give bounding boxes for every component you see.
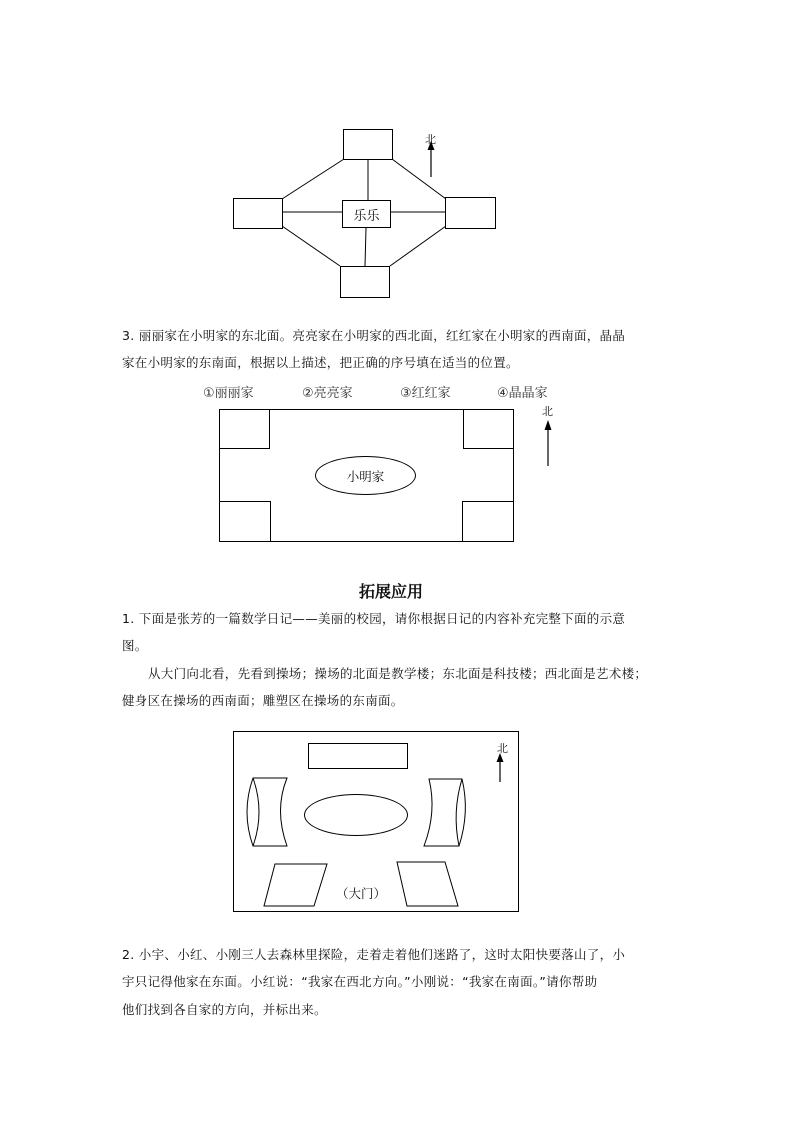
- ext2-line1: 2. 小宇、小红、小刚三人去森林里探险，走着走着他们迷路了，这时太阳快要落山了，小: [122, 947, 626, 962]
- ext1-line2: 图。: [122, 638, 148, 653]
- q3-option-1: ①丽丽家: [203, 386, 254, 401]
- ext1-north-label: 北: [497, 742, 508, 755]
- ext1-line4: 健身区在操场的西南面；雕塑区在操场的东南面。: [122, 693, 404, 708]
- diagram1-north-label: 北: [425, 133, 436, 146]
- ext1-gate-label: （大门）: [336, 886, 387, 901]
- q3-line2: 家在小明家的东南面，根据以上描述，把正确的序号填在适当的位置。: [122, 355, 519, 370]
- ext1-line1: 1. 下面是张芳的一篇数学日记——美丽的校园，请你根据日记的内容补充完整下面的示意: [122, 611, 626, 626]
- section-title: 拓展应用: [359, 582, 424, 601]
- q3-option-4: ④晶晶家: [497, 386, 548, 401]
- q3-north-label: 北: [542, 405, 553, 418]
- diagram1-center-label: 乐乐: [353, 208, 380, 224]
- ext1-line3: 从大门向北看，先看到操场；操场的北面是教学楼；东北面是科技楼；西北面是艺术楼；: [148, 666, 648, 681]
- q3-center-label: 小明家: [346, 468, 385, 484]
- q3-option-2: ②亮亮家: [302, 386, 353, 401]
- q3-option-3: ③红红家: [400, 386, 451, 401]
- q3-line1: 3. 丽丽家在小明家的东北面。亮亮家在小明家的西北面，红红家在小明家的西南面，晶晶: [122, 328, 626, 343]
- ext2-line3: 他们找到各自家的方向，并标出来。: [122, 1002, 327, 1017]
- ext2-line2: 宇只记得他家在东面。小红说：“我家在西北方向。”小刚说：“我家在南面。”请你帮助: [122, 974, 598, 989]
